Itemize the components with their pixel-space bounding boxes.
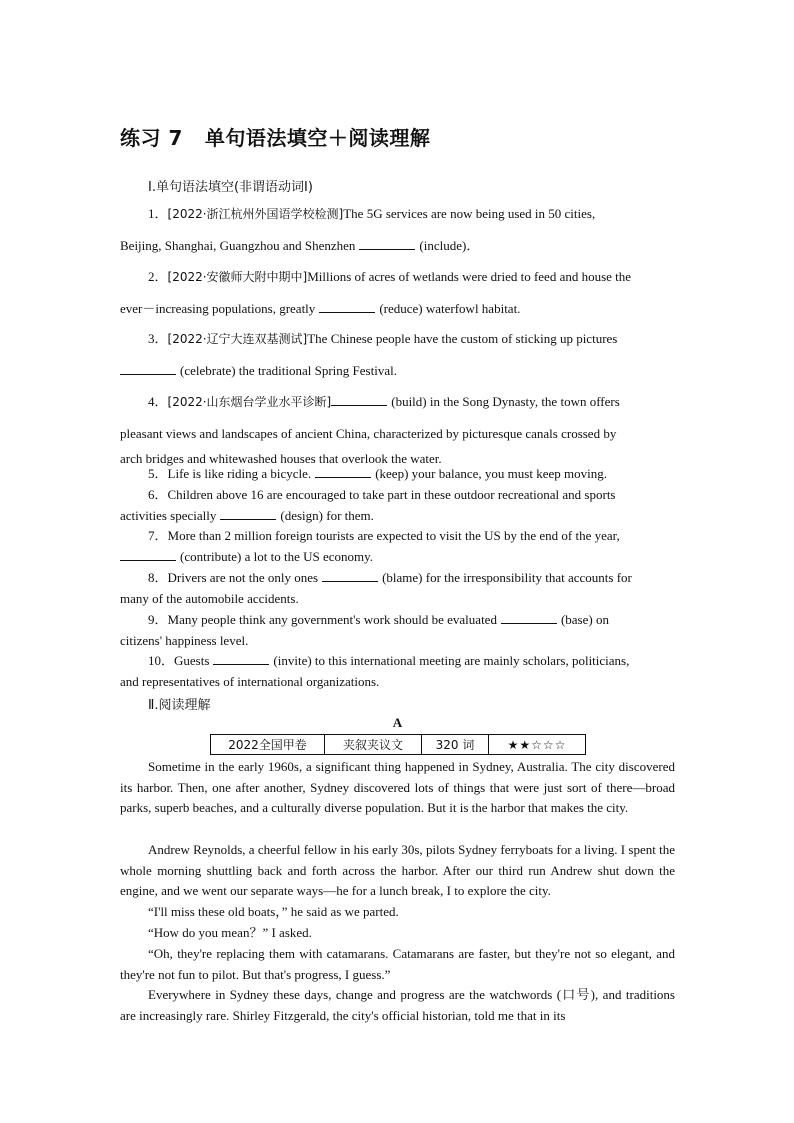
exercise-title: 单句语法填空＋阅读理解 (204, 126, 431, 150)
answer-blank[interactable] (315, 465, 371, 478)
question-number: 4． (148, 394, 168, 409)
question-9 (120, 610, 675, 651)
answer-blank[interactable] (319, 300, 375, 313)
question-text: (invite) to this international meeting are mainly scholars, politicians, (273, 653, 630, 668)
question-10 (120, 651, 675, 692)
question-text: many of the automobile accidents. (120, 590, 299, 606)
question-source: [2022·浙江杭州外国语学校检测] (167, 207, 344, 221)
info-genre: 夹叙夹议文 (325, 735, 422, 755)
page-title (120, 122, 430, 151)
question-text: (design) for them. (280, 507, 374, 523)
question-text: Guests (174, 653, 210, 668)
question-2 (120, 261, 675, 324)
passage-info-table (210, 734, 586, 755)
info-difficulty: ★★☆☆☆ (489, 735, 586, 755)
question-text: (reduce) waterfowl habitat. (379, 301, 521, 316)
answer-blank[interactable] (213, 652, 269, 665)
exercise-number: 练习 7 (120, 126, 183, 150)
passage-paragraph: Andrew Reynolds, a cheerful fellow in his early 30s, pilots Sydney ferryboats for a living. I spent the whole morning shuttling back and forth across the harbor. After our third run Andrew shut down the engine, and we went our separate ways—he for a lunch break, I to explore the city. (120, 842, 675, 899)
passage-paragraph: Sometime in the early 1960s, a significant thing happened in Sydney, Australia. The city discovered its harbor. Then, one after another, Sydney discovered lots of things that were just sort of there—broad parks, superb beaches, and a culturally diverse population. But it is the harbor that makes the city. (120, 759, 675, 816)
question-6 (120, 485, 675, 526)
question-number: 6． (148, 487, 168, 502)
question-number: 9． (148, 612, 168, 627)
question-1 (120, 198, 675, 261)
question-text: activities specially (120, 507, 217, 523)
question-number: 3． (148, 331, 168, 346)
question-7 (120, 526, 675, 567)
answer-blank[interactable] (120, 362, 176, 375)
section-heading-reading: Ⅱ.阅读理解 (148, 698, 211, 713)
question-5 (120, 464, 675, 485)
question-number: 1． (148, 206, 168, 221)
question-4 (120, 386, 675, 470)
question-text: Beijing, Shanghai, Guangzhou and Shenzhen (120, 238, 356, 253)
question-text: (blame) for the irresponsibility that accounts for (382, 570, 632, 585)
question-3 (120, 323, 675, 386)
answer-blank[interactable] (331, 393, 387, 406)
question-text: The Chinese people have the custom of sticking up pictures (307, 331, 618, 346)
answer-blank[interactable] (359, 237, 415, 250)
info-source: 2022全国甲卷 (211, 735, 325, 755)
question-number: 5． (148, 466, 168, 481)
question-text: (celebrate) the traditional Spring Festival. (180, 363, 397, 378)
info-word-count: 320 词 (422, 735, 489, 755)
question-text: Life is like riding a bicycle. (167, 466, 312, 481)
question-text: and representatives of international organizations. (120, 673, 380, 689)
question-source: [2022·山东烟台学业水平诊断] (167, 395, 332, 409)
question-text: Children above 16 are encouraged to take part in these outdoor recreational and sports (167, 487, 616, 502)
question-text: The 5G services are now being used in 50 cities, (343, 206, 596, 221)
question-8 (120, 568, 675, 609)
question-number: 2． (148, 269, 168, 284)
passage-label: A (392, 715, 403, 730)
question-text: (base) on (560, 612, 609, 627)
question-text: ever－increasing populations, greatly (120, 301, 316, 316)
question-number: 7． (148, 528, 168, 543)
question-text: (build) in the Song Dynasty, the town offers (391, 394, 620, 409)
passage-paragraph: Everywhere in Sydney these days, change and progress are the watchwords (口号), and traditions are increasingly rare. Shirley Fitzgerald, the city's official historian, told me that in its (120, 987, 675, 1023)
question-source: [2022·安徽师大附中期中] (167, 270, 308, 284)
question-text: pleasant views and landscapes of ancient China, characterized by picturesque canals crossed by (120, 426, 617, 441)
passage-paragraph: “Oh, they're replacing them with catamarans. Catamarans are faster, but they're not so elegant, and they're not fun to pilot. But that's progress, I guess.” (120, 946, 675, 982)
passage-paragraph: “How do you mean？” I asked. (148, 925, 312, 940)
question-number: 8． (148, 570, 168, 585)
answer-blank[interactable] (322, 569, 378, 582)
question-text: arch bridges and whitewashed houses that overlook the water. (120, 451, 442, 466)
question-source: [2022·辽宁大连双基测试] (167, 332, 308, 346)
question-text: (keep) your balance, you must keep moving. (375, 466, 607, 481)
section-heading-grammar: Ⅰ.单句语法填空(非谓语动词Ⅰ) (148, 180, 313, 195)
answer-blank[interactable] (120, 548, 176, 561)
answer-blank[interactable] (501, 611, 557, 624)
question-text: (include)． (419, 238, 480, 253)
question-number: 10． (148, 653, 175, 668)
question-text: citizens' happiness level. (120, 632, 249, 648)
question-text: (contribute) a lot to the US economy. (180, 548, 374, 564)
question-text: Drivers are not the only ones (167, 570, 319, 585)
passage-paragraph: “I'll miss these old boats，” he said as we parted. (148, 904, 399, 919)
question-text: Millions of acres of wetlands were dried to feed and house the (307, 269, 632, 284)
question-text: Many people think any government's work should be evaluated (167, 612, 497, 627)
answer-blank[interactable] (220, 507, 276, 520)
question-text: More than 2 million foreign tourists are expected to visit the US by the end of the year, (167, 528, 620, 543)
